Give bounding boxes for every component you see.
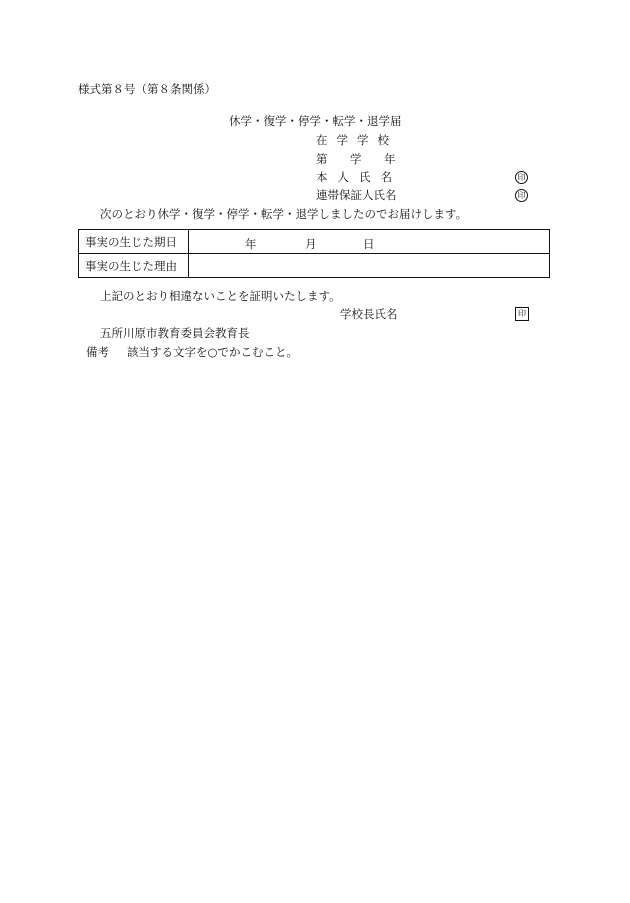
student-name-label: 本人氏名 bbox=[316, 170, 402, 184]
form-title: 休学・復学・停学・転学・退学届 bbox=[229, 114, 402, 128]
day-unit: 日 bbox=[363, 237, 375, 251]
grade-suffix: 年 bbox=[384, 152, 396, 166]
remarks-text: 該当する文字を○でかこむこと。 bbox=[127, 345, 299, 359]
remarks-label: 備考 bbox=[86, 345, 109, 359]
reason-label: 事実の生じた理由 bbox=[79, 254, 189, 278]
guarantor-seal-icon: 印 bbox=[515, 189, 528, 202]
month-unit: 月 bbox=[305, 237, 317, 251]
principal-seal-icon: 印 bbox=[515, 307, 529, 321]
certification-text: 上記のとおり相違ないことを証明いたします。 bbox=[100, 289, 341, 303]
guarantor-name-label: 連帯保証人氏名 bbox=[316, 188, 397, 202]
statement-text: 次のとおり休学・復学・停学・転学・退学しましたのでお届けします。 bbox=[100, 207, 468, 221]
grade-label bbox=[316, 152, 396, 166]
table-row bbox=[79, 254, 550, 278]
form-number: 様式第８号（第８条関係） bbox=[78, 82, 216, 96]
facts-table bbox=[78, 229, 550, 278]
student-seal-icon: 印 bbox=[515, 171, 528, 184]
year-unit: 年 bbox=[245, 237, 257, 251]
grade-middle: 学 bbox=[350, 152, 362, 166]
date-label: 事実の生じた期日 bbox=[79, 230, 189, 254]
school-label: 在学学校 bbox=[316, 133, 398, 147]
principal-name-label: 学校長氏名 bbox=[340, 307, 398, 321]
addressee: 五所川原市教育委員会教育長 bbox=[100, 326, 250, 340]
reason-cell[interactable] bbox=[189, 254, 550, 278]
table-row bbox=[79, 230, 550, 254]
grade-prefix: 第 bbox=[316, 152, 328, 166]
date-cell[interactable] bbox=[189, 230, 550, 254]
